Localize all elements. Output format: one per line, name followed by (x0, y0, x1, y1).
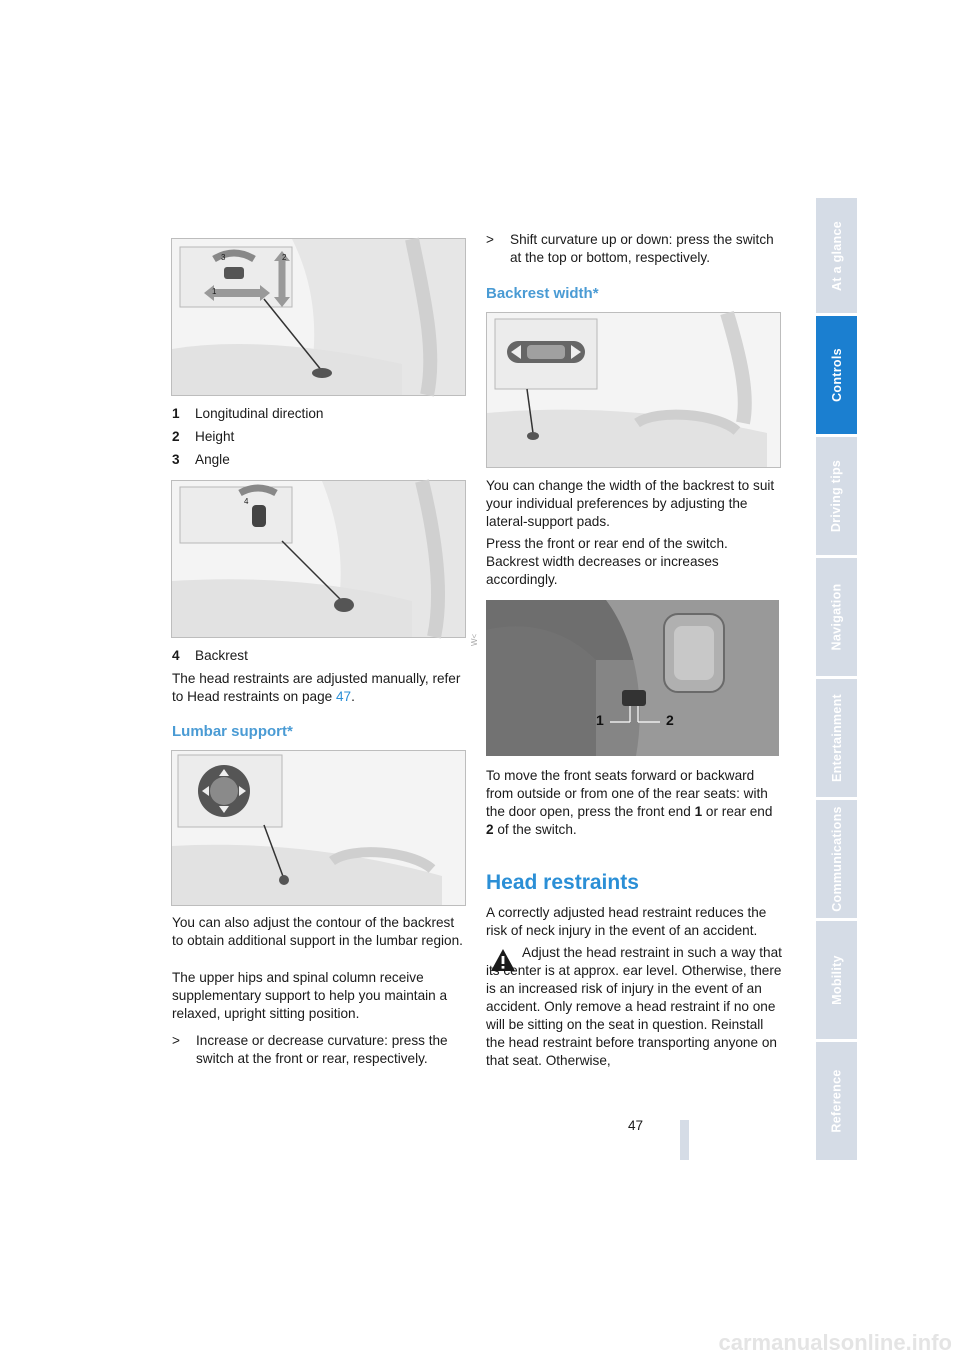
seat-move-switch-photo (486, 600, 779, 756)
head-restraints-paragraph: A correctly adjusted head restraint reduces the risk of neck injury in the event of an accident. (486, 905, 767, 938)
fig-label-3: 3 (221, 253, 226, 262)
backrest-width-heading: Backrest width* (486, 285, 599, 302)
lumbar-switch-figure (171, 750, 466, 906)
watermark-logo (0, 1324, 960, 1358)
backrest-switch-illustration (172, 481, 465, 637)
page-number-bar (680, 1120, 689, 1160)
tab-mobility[interactable]: Mobility (816, 921, 857, 1039)
photo-label-1: 1 (596, 712, 604, 728)
photo-label-2: 2 (666, 712, 674, 728)
lumbar-switch-illustration (172, 751, 465, 905)
tab-controls[interactable]: Controls (816, 316, 857, 434)
tab-entertainment[interactable]: Entertainment (816, 679, 857, 797)
tab-communications[interactable]: Communications (816, 800, 857, 918)
tab-reference[interactable]: Reference (816, 1042, 857, 1160)
head-restraints-heading: Head restraints (486, 871, 639, 894)
lumbar-bullet-2: > Shift curvature up or down: press the switch at the top or bottom, respectively. (486, 232, 774, 265)
section-sidebar (816, 198, 857, 1160)
fig-label-2: 2 (282, 253, 287, 262)
legend-item-backrest: 4 Backrest (172, 648, 248, 663)
backrest-switch-figure (171, 480, 466, 638)
legend-item-height: 2 Height (172, 429, 235, 444)
head-restraint-note: The head restraints are adjusted manually, refer to Head restraints on page 47. (172, 671, 461, 704)
tab-at-a-glance[interactable]: At a glance (816, 198, 857, 313)
watermark-text: carmanualsonline.info (718, 1330, 952, 1355)
backrest-width-figure (486, 312, 781, 468)
lumbar-bullet-1: > Increase or decrease curvature: press the switch at the front or rear, respectively. (172, 1033, 448, 1066)
backrest-width-illustration (487, 313, 780, 467)
lumbar-support-heading: Lumbar support* (172, 723, 293, 740)
fig-label-1: 1 (212, 287, 217, 296)
tab-navigation[interactable]: Navigation (816, 558, 857, 676)
lumbar-paragraph-1: You can also adjust the contour of the backrest to obtain additional support in the lumbar region. (172, 915, 463, 948)
lumbar-paragraph-2: The upper hips and spinal column receive supplementary support to help you maintain a relaxed, upright sitting position. (172, 970, 448, 1021)
warning-text: Adjust the head restraint in such a way that its center is at approx. ear level. Otherwise, there is an increased risk of injury in the event of an accident. Only remove a head restraint if no one will be sitting on the seat in question. Reinstall the head restraint before transporting anyone on that seat. Otherwise, (486, 945, 782, 1068)
page-link-47[interactable]: 47 (335, 689, 352, 704)
fig-label-4: 4 (244, 497, 249, 506)
backrest-paragraph-2: Press the front or rear end of the switch. Backrest width decreases or increases accordingly. (486, 536, 728, 587)
seat-move-switch-illustration (486, 600, 779, 756)
page-number: 47 (628, 1118, 644, 1133)
backrest-paragraph-1: You can change the width of the backrest to suit your individual preferences by adjusting the lateral-support pads. (486, 478, 775, 529)
legend-item-angle: 3 Angle (172, 452, 230, 467)
legend-item-longitudinal: 1 Longitudinal direction (172, 406, 324, 421)
tab-driving-tips[interactable]: Driving tips (816, 437, 857, 555)
svg-text:W<: W< (470, 633, 479, 646)
seat-move-paragraph: To move the front seats forward or backward from outside or from one of the rear seats: with the door open, press the front end 1 or rear end 2 of the switch. (486, 768, 773, 837)
